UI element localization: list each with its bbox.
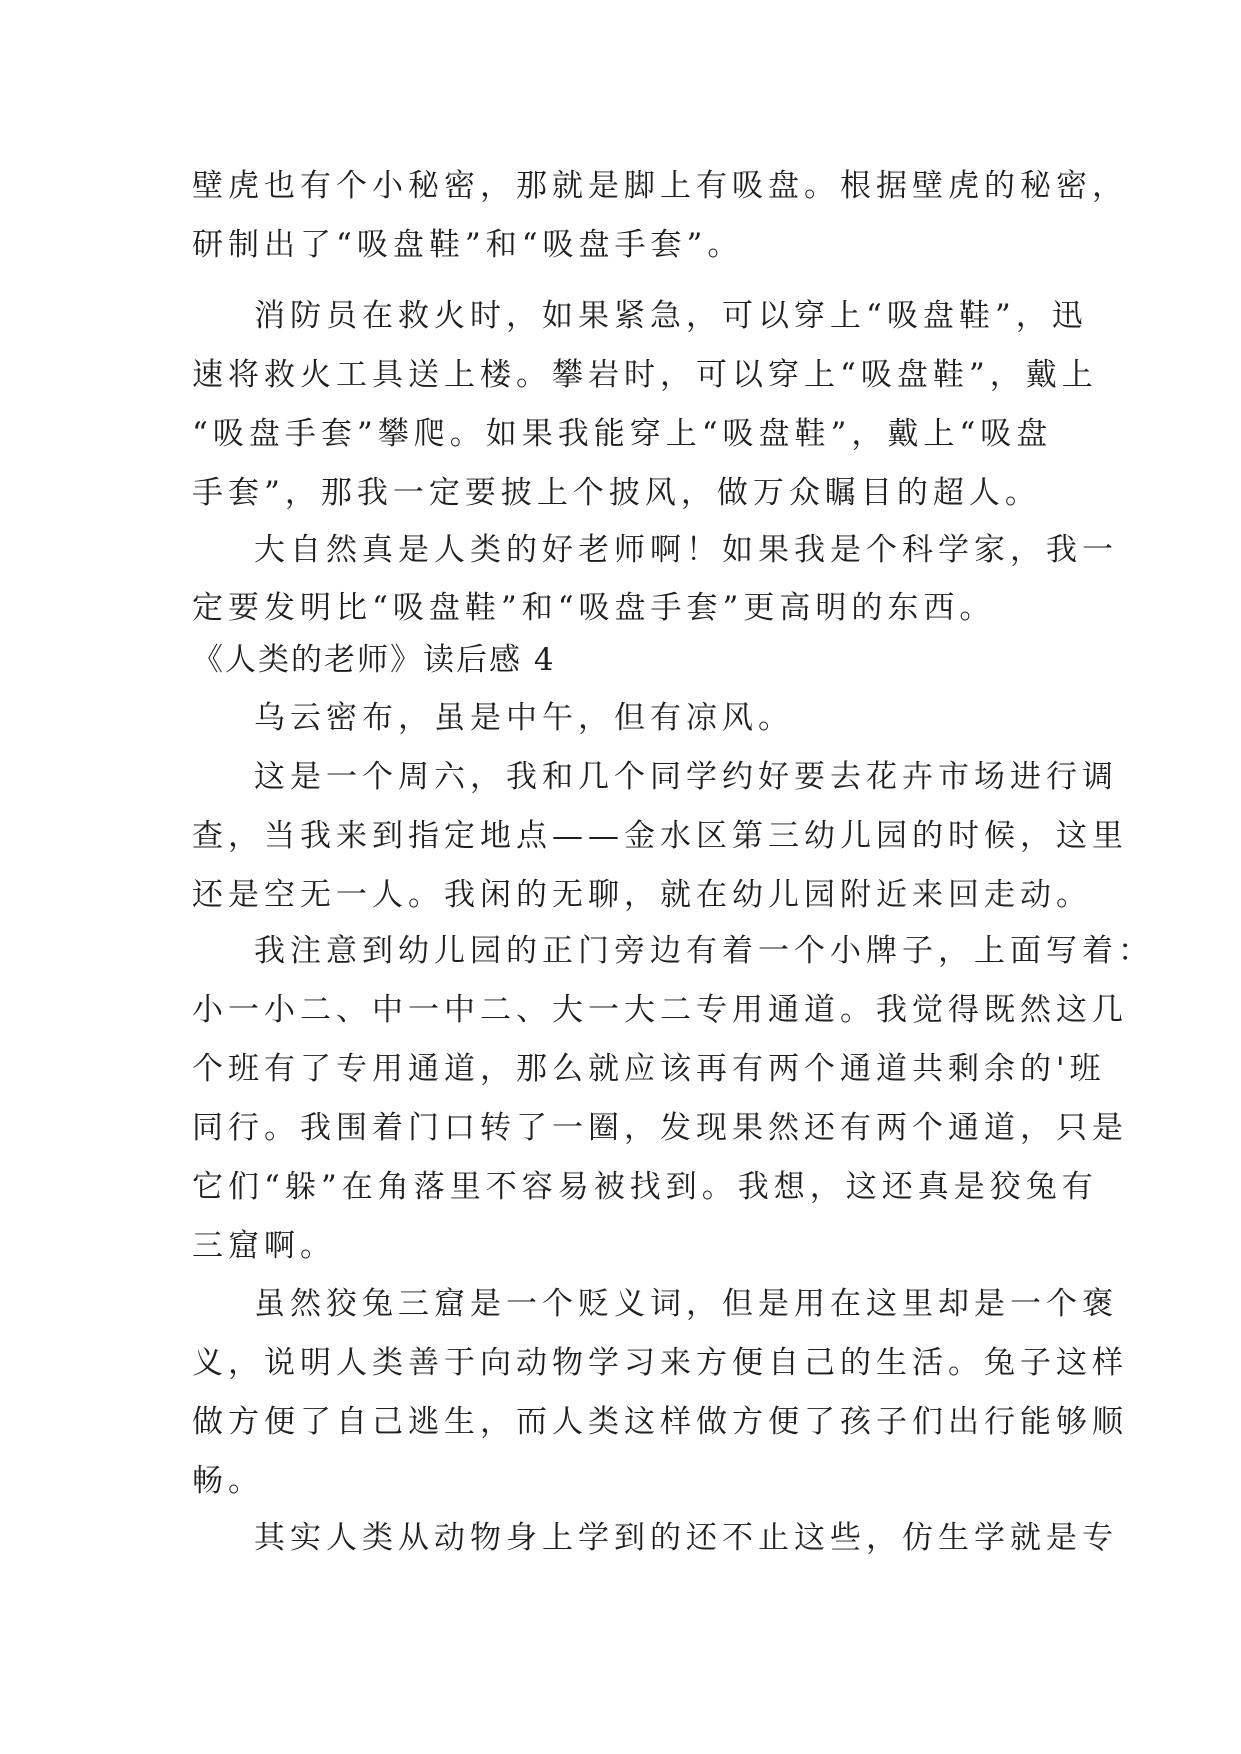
text-line: 做方便了自己逃生，而人类这样做方便了孩子们出行能够顺: [192, 1404, 1128, 1440]
text-line: 三窟啊。: [192, 1228, 336, 1264]
text-line: “吸盘手套”攀爬。如果我能穿上“吸盘鞋”，戴上“吸盘: [192, 416, 1053, 452]
paragraph-first-line: 乌云密布，虽是中午，但有凉风。: [254, 700, 794, 736]
paragraph-first-line: 这是一个周六，我和几个同学约好要去花卉市场进行调: [254, 759, 1118, 795]
text-line: 壁虎也有个小秘密，那就是脚上有吸盘。根据壁虎的秘密，: [192, 168, 1128, 204]
text-line: 速将救火工具送上楼。攀岩时，可以穿上“吸盘鞋”，戴上: [192, 357, 1098, 393]
text-line: 小一小二、中一中二、大一大二专用通道。我觉得既然这几: [192, 992, 1128, 1028]
text-line: 畅。: [192, 1463, 264, 1499]
paragraph-first-line: 其实人类从动物身上学到的还不止这些，仿生学就是专: [254, 1520, 1118, 1556]
text-line: 它们“躲”在角落里不容易被找到。我想，这还真是狡兔有: [192, 1169, 1098, 1205]
text-line: 研制出了“吸盘鞋”和“吸盘手套”。: [192, 227, 744, 263]
text-line: 定要发明比“吸盘鞋”和“吸盘手套”更高明的东西。: [192, 590, 996, 626]
text-line: 同行。我围着门口转了一圈，发现果然还有两个通道，只是: [192, 1110, 1128, 1146]
paragraph-first-line: 虽然狡兔三窟是一个贬义词，但是用在这里却是一个褒: [254, 1286, 1118, 1322]
text-line: 义，说明人类善于向动物学习来方便自己的生活。兔子这样: [192, 1345, 1128, 1381]
section-title: 《人类的老师》读后感 4: [192, 642, 556, 678]
text-line: 个班有了专用通道，那么就应该再有两个通道共剩余的'班: [192, 1051, 1106, 1087]
paragraph-first-line: 大自然真是人类的好老师啊！如果我是个科学家，我一: [254, 532, 1118, 568]
text-line: 查，当我来到指定地点——金水区第三幼儿园的时候，这里: [192, 818, 1128, 854]
paragraph-first-line: 我注意到幼儿园的正门旁边有着一个小牌子，上面写着：: [254, 933, 1154, 969]
paragraph-first-line: 消防员在救火时，如果紧急，可以穿上“吸盘鞋”，迅: [254, 298, 1088, 334]
text-line: 还是空无一人。我闲的无聊，就在幼儿园附近来回走动。: [192, 877, 1092, 913]
text-line: 手套”，那我一定要披上个披风，做万众瞩目的超人。: [192, 475, 1041, 511]
